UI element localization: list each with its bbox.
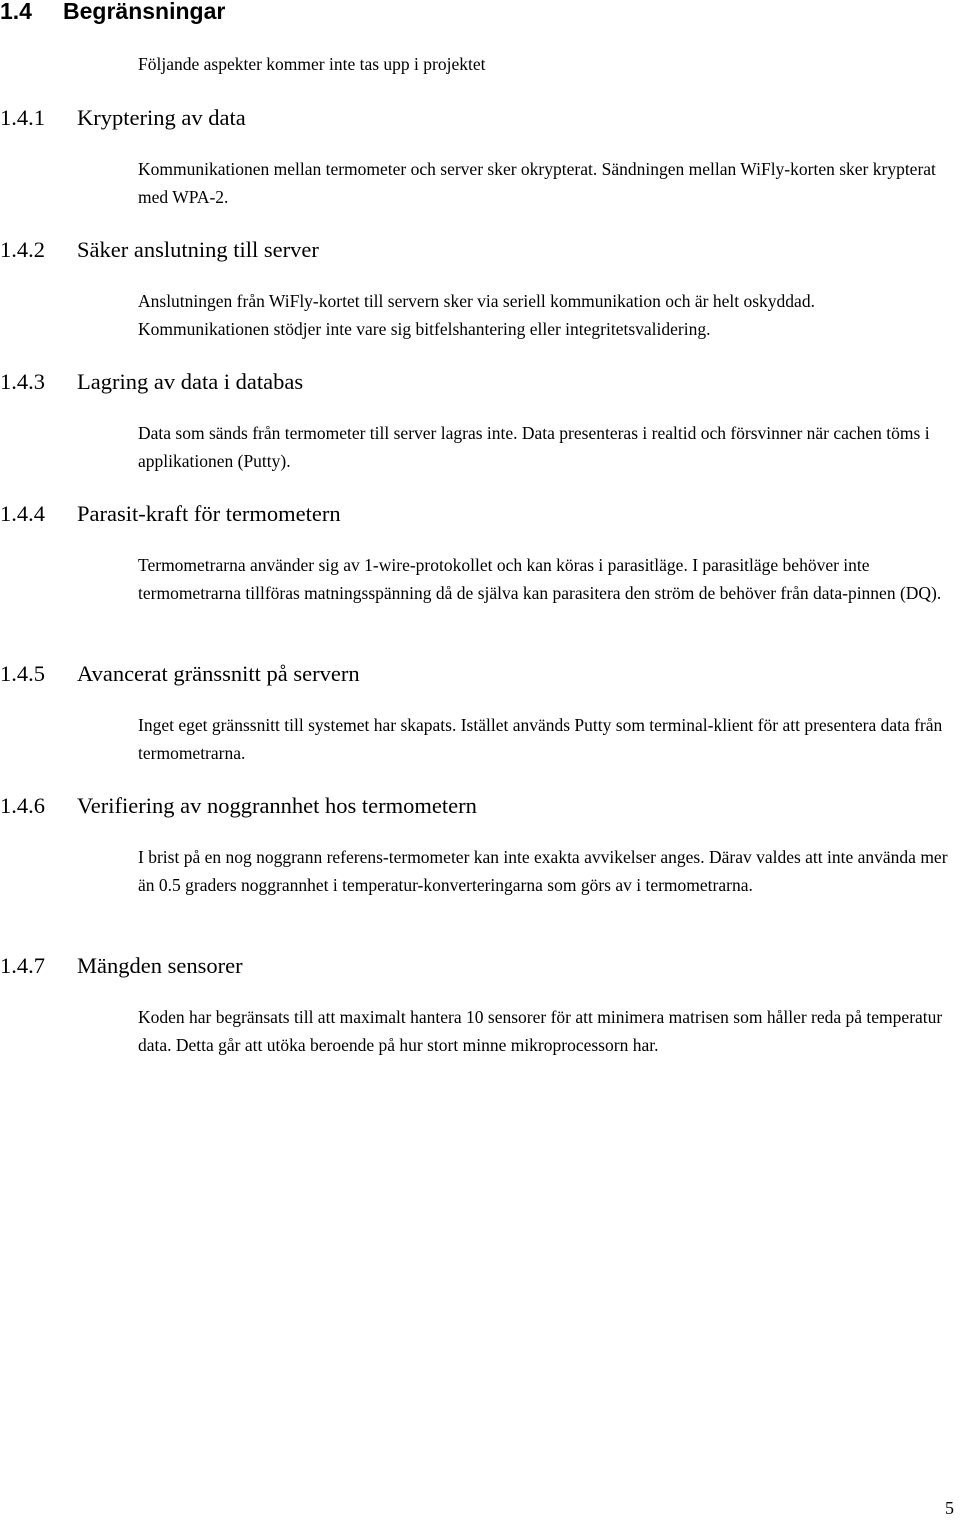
subsection-heading: [0, 793, 960, 819]
subsection-1-4-2: [0, 237, 960, 339]
subsection-title: Avancerat gränssnitt på servern: [77, 661, 360, 686]
subsection-number: 1.4.1: [0, 105, 45, 130]
subsection-1-4-3: [0, 369, 960, 471]
subsection-number: 1.4.5: [0, 661, 45, 686]
subsection-heading: [0, 105, 960, 131]
subsection-body: Koden har begränsats till att maximalt hantera 10 sensorer för att minimera matrisen som håller reda på temperatur data. Detta går att utöka beroende på hur stort minne mikroprocessorn har.: [138, 1007, 943, 1055]
subsection-heading: [0, 501, 960, 527]
section-number: 1.4: [0, 0, 32, 24]
subsection-heading: [0, 369, 960, 395]
subsection-number: 1.4.4: [0, 501, 45, 526]
subsection-title: Lagring av data i databas: [77, 369, 304, 394]
subsection-title: Verifiering av noggrannhet hos termometern: [77, 793, 477, 818]
subsection-title: Säker anslutning till server: [77, 237, 319, 262]
section-title: Begränsningar: [63, 0, 226, 24]
section-heading: [0, 0, 225, 25]
subsection-number: 1.4.2: [0, 237, 45, 262]
subsection-1-4-4: [0, 501, 960, 603]
subsection-1-4-1: [0, 105, 960, 207]
section-intro: Följande aspekter kommer inte tas upp i projektet: [138, 54, 486, 74]
subsection-1-4-6: [0, 793, 960, 895]
subsection-heading: [0, 661, 960, 687]
subsection-title: Parasit-kraft för termometern: [77, 501, 341, 526]
page-number: 5: [945, 1498, 954, 1518]
subsection-1-4-5: [0, 661, 960, 763]
subsection-title: Mängden sensorer: [77, 953, 243, 978]
subsection-number: 1.4.7: [0, 953, 45, 978]
subsection-body: Anslutningen från WiFly-kortet till servern sker via seriell kommunikation och är helt oskyddad. Kommunikationen stödjer inte vare sig bitfelshantering eller integritetsvalidering.: [138, 291, 815, 339]
subsection-body: Inget eget gränssnitt till systemet har skapats. Istället används Putty som terminal-klient för att presentera data från termometrarna.: [138, 715, 943, 763]
subsection-body: Termometrarna använder sig av 1-wire-protokollet och kan köras i parasitläge. I parasitläge behöver inte termometrarna tillföras matningsspänning då de själva kan parasitera den ström de behöver från data-pinnen (DQ).: [138, 555, 942, 603]
subsection-number: 1.4.6: [0, 793, 45, 818]
subsection-body: Kommunikationen mellan termometer och server sker okrypterat. Sändningen mellan WiFly-korten sker krypterat med WPA-2.: [138, 159, 936, 207]
subsection-heading: [0, 237, 960, 263]
subsection-1-4-7: [0, 953, 960, 1055]
subsection-heading: [0, 953, 960, 979]
subsection-title: Kryptering av data: [77, 105, 246, 130]
subsection-number: 1.4.3: [0, 369, 45, 394]
subsection-body: Data som sänds från termometer till server lagras inte. Data presenteras i realtid och försvinner när cachen töms i applikationen (Putty).: [138, 423, 930, 471]
subsection-body: I brist på en nog noggrann referens-termometer kan inte exakta avvikelser anges. Därav valdes att inte använda mer än 0.5 graders noggrannhet i temperatur-konverteringarna som görs av i termometrarna.: [138, 847, 948, 895]
